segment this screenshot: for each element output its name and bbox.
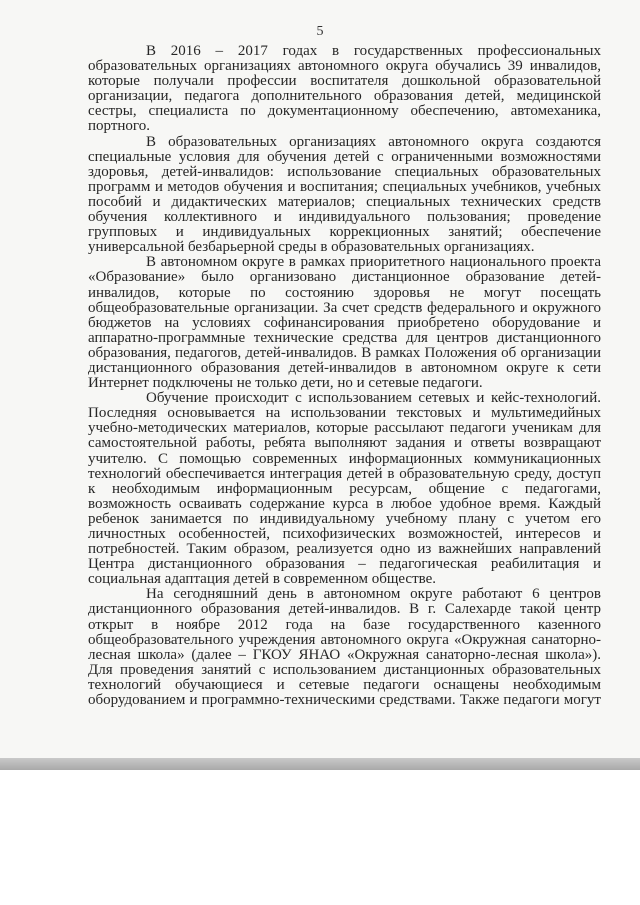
text-line: Обучение происходит с использованием сетевых и кейс-технологий. (146, 390, 601, 407)
text-line: В автономном округе в рамках приоритетного национального проекта (146, 254, 601, 271)
text-line: ребенок занимается по индивидуальному учебному плану с учетом его (88, 510, 601, 527)
text-line: групповых и индивидуальных коррекционных занятий; обеспечение (88, 224, 601, 241)
text-line: здоровья, детей-инвалидов: использование специальных образовательных (88, 163, 601, 180)
paragraph (88, 135, 601, 256)
text-line: общеобразовательного учреждения автономного округа «Окружная санаторно- (88, 631, 601, 648)
document-body (88, 44, 601, 708)
text-line: универсальной безбарьерной среды в образовательных организациях. (88, 239, 535, 256)
text-line: потребностей. Таким образом, реализуется одно из важнейших направлений (88, 541, 601, 558)
text-line: дистанционного образования детей-инвалидов в автономном округе к сети (88, 359, 601, 376)
text-line: Интернет подключены не только дети, но и сетевые педагоги. (88, 375, 483, 392)
text-line: оборудованием и программно-техническими средствами. Также педагоги могут (88, 692, 601, 709)
text-line: Последняя основывается на использовании текстовых и мультимедийных (88, 405, 601, 422)
page-edge-shadow (0, 758, 640, 770)
text-line: специальные условия для обучения детей с ограниченными возможностями (88, 148, 601, 165)
text-line: социальная адаптация детей в современном обществе. (88, 571, 437, 588)
text-line: В образовательных организациях автономного округа создаются (146, 133, 601, 150)
text-line: лесная школа» (далее – ГКОУ ЯНАО «Окружная санаторно-лесная школа»). (88, 646, 601, 663)
paragraph (88, 391, 601, 587)
text-line: образовательных организациях автономного округа обучались 39 инвалидов, (88, 58, 601, 75)
text-line: В 2016 – 2017 годах в государственных профессиональных (146, 43, 601, 59)
text-line: личностных особенностей, психофизических возможностей, интересов и (88, 526, 601, 542)
text-line: программ и методов обучения и воспитания; специальных учебников, учебных (88, 178, 601, 195)
text-line: обучения коллективного и индивидуального пользования; проведение (88, 209, 601, 226)
text-line: учителю. С помощью современных информационных коммуникационных (88, 450, 601, 467)
page-number: 5 (316, 24, 324, 39)
text-line: дистанционного образования детей-инвалидов. В г. Салехарде такой центр (88, 601, 601, 618)
text-line: сестры, специалиста по документационному обеспечению, автомеханика, (88, 103, 601, 120)
text-line: к необходимым информационным ресурсам, общение с педагогами, (88, 480, 601, 497)
text-line: Центра дистанционного образования – педагогическая реабилитация и (88, 556, 601, 573)
text-line: портного. (88, 118, 150, 135)
text-line: которые получали профессии воспитателя дошкольной образовательной (88, 73, 601, 90)
text-line: образования, педагогов, детей-инвалидов. В рамках Положения об организации (88, 344, 601, 361)
paragraph (88, 587, 601, 708)
text-line: бюджетов на условиях софинансирования приобретено оборудование и (88, 314, 601, 331)
text-line: пособий и дидактических материалов; специальных технических средств (88, 193, 601, 210)
text-line: «Образование» было организовано дистанционное образование детей- (88, 269, 601, 286)
text-line: технологий обеспечивается интеграция детей в образовательную среду, доступ (88, 465, 601, 482)
text-line: открыт в ноябре 2012 года на базе государственного казенного (88, 616, 601, 633)
text-line: самостоятельной работы, ребята выполняют задания и ответы возвращают (88, 435, 601, 452)
text-line: инвалидов, которые по состоянию здоровья не могут посещать (88, 284, 601, 301)
text-line: аппаратно-программные технические средства для центров дистанционного (88, 329, 601, 346)
text-line: технологий обучающиеся и сетевые педагоги оснащены необходимым (88, 676, 601, 693)
text-line: организации, педагога дополнительного образования детей, медицинской (88, 88, 601, 105)
paragraph (88, 255, 601, 391)
text-line: возможность осваивать содержание курса в любое удобное время. Каждый (88, 495, 601, 512)
text-line: общеобразовательные организации. За счет средств федерального и окружного (88, 299, 601, 316)
text-line: Для проведения занятий с использованием дистанционных образовательных (88, 661, 601, 678)
paragraph (88, 44, 601, 135)
text-line: учебно-методических материалов, которые рассылают педагоги ученикам для (88, 420, 601, 437)
text-line: На сегодняшний день в автономном округе работают 6 центров (146, 586, 601, 603)
